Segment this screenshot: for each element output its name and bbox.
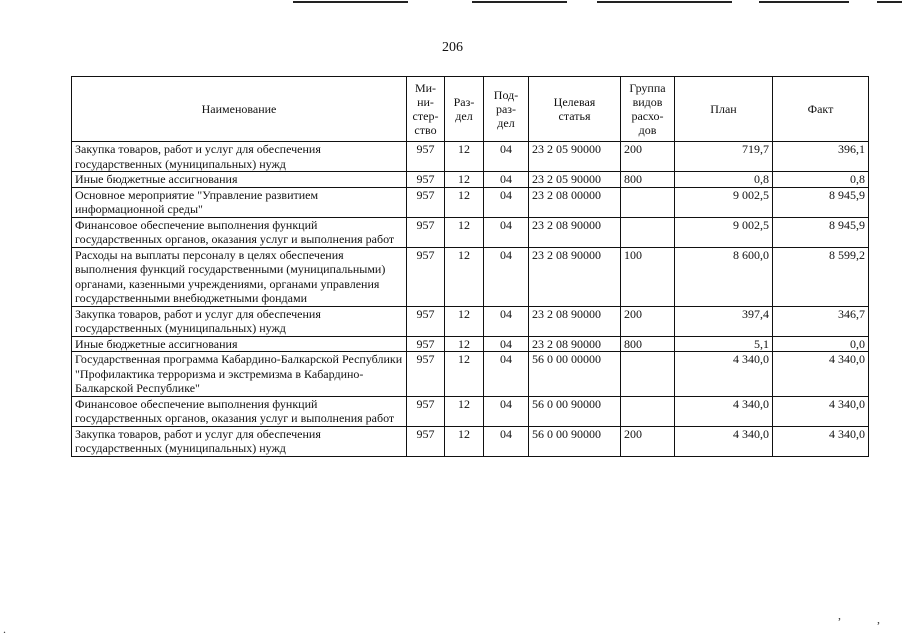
table-row — [72, 142, 869, 172]
cell-ministry: 957 — [407, 426, 445, 456]
cell-ministry: 957 — [407, 352, 445, 397]
cell-section: 12 — [445, 172, 484, 188]
cell-name: Иные бюджетные ассигнования — [72, 172, 407, 188]
cell-group: 800 — [621, 172, 675, 188]
cell-fact: 8 945,9 — [773, 187, 869, 217]
cell-ministry: 957 — [407, 142, 445, 172]
cell-plan: 397,4 — [675, 306, 773, 336]
cell-fact: 4 340,0 — [773, 426, 869, 456]
cell-ministry: 957 — [407, 217, 445, 247]
page-number: 206 — [442, 40, 463, 55]
cell-plan: 9 002,5 — [675, 217, 773, 247]
cell-name: Закупка товаров, работ и услуг для обеспечения государственных (муниципальных) нужд — [72, 306, 407, 336]
cell-target: 23 2 08 00000 — [529, 187, 621, 217]
header-subsection: Под- раз- дел — [484, 77, 529, 142]
table-body — [72, 142, 869, 457]
header-fact: Факт — [773, 77, 869, 142]
cell-group: 100 — [621, 247, 675, 306]
cell-section: 12 — [445, 352, 484, 397]
cell-target: 23 2 08 90000 — [529, 247, 621, 306]
table-row — [72, 172, 869, 188]
cell-subsection: 04 — [484, 142, 529, 172]
scan-edge-mark — [472, 1, 567, 3]
cell-fact: 8 945,9 — [773, 217, 869, 247]
cell-name: Основное мероприятие "Управление развитием информационной среды" — [72, 187, 407, 217]
header-name: Наименование — [72, 77, 407, 142]
cell-ministry: 957 — [407, 336, 445, 352]
cell-plan: 4 340,0 — [675, 352, 773, 397]
cell-subsection: 04 — [484, 306, 529, 336]
cell-subsection: 04 — [484, 172, 529, 188]
cell-name: Закупка товаров, работ и услуг для обеспечения государственных (муниципальных) нужд — [72, 426, 407, 456]
cell-plan: 5,1 — [675, 336, 773, 352]
cell-fact: 0,8 — [773, 172, 869, 188]
cell-target: 23 2 08 90000 — [529, 336, 621, 352]
cell-target: 56 0 00 00000 — [529, 352, 621, 397]
cell-section: 12 — [445, 142, 484, 172]
cell-target: 23 2 08 90000 — [529, 306, 621, 336]
scan-edge-mark — [293, 1, 408, 3]
budget-table — [71, 76, 869, 457]
cell-plan: 8 600,0 — [675, 247, 773, 306]
cell-group — [621, 396, 675, 426]
header-target: Целевая статья — [529, 77, 621, 142]
cell-section: 12 — [445, 247, 484, 306]
cell-plan: 9 002,5 — [675, 187, 773, 217]
cell-group: 200 — [621, 306, 675, 336]
cell-target: 56 0 00 90000 — [529, 396, 621, 426]
header-group: Группа видов расхо- дов — [621, 77, 675, 142]
scan-speck: . — [3, 622, 6, 636]
cell-section: 12 — [445, 426, 484, 456]
cell-target: 23 2 05 90000 — [529, 142, 621, 172]
cell-fact: 346,7 — [773, 306, 869, 336]
scan-edge-mark — [597, 1, 732, 3]
cell-name: Финансовое обеспечение выполнения функций государственных органов, оказания услуг и выполнения работ — [72, 396, 407, 426]
cell-plan: 4 340,0 — [675, 426, 773, 456]
table-row — [72, 247, 869, 306]
cell-target: 23 2 08 90000 — [529, 217, 621, 247]
cell-plan: 0,8 — [675, 172, 773, 188]
scan-edge-mark — [877, 1, 902, 3]
cell-section: 12 — [445, 306, 484, 336]
cell-subsection: 04 — [484, 247, 529, 306]
cell-fact: 8 599,2 — [773, 247, 869, 306]
cell-subsection: 04 — [484, 426, 529, 456]
header-plan: План — [675, 77, 773, 142]
cell-section: 12 — [445, 396, 484, 426]
table-row — [72, 306, 869, 336]
cell-fact: 396,1 — [773, 142, 869, 172]
cell-group: 200 — [621, 142, 675, 172]
cell-name: Иные бюджетные ассигнования — [72, 336, 407, 352]
cell-target: 56 0 00 90000 — [529, 426, 621, 456]
cell-group — [621, 217, 675, 247]
cell-subsection: 04 — [484, 217, 529, 247]
cell-ministry: 957 — [407, 247, 445, 306]
table-row — [72, 217, 869, 247]
cell-section: 12 — [445, 336, 484, 352]
cell-group: 800 — [621, 336, 675, 352]
cell-name: Государственная программа Кабардино-Балкарской Республики "Профилактика терроризма и экстремизма в Кабардино-Балкарской Республике" — [72, 352, 407, 397]
table-row — [72, 336, 869, 352]
cell-ministry: 957 — [407, 187, 445, 217]
table-row — [72, 187, 869, 217]
cell-name: Расходы на выплаты персоналу в целях обеспечения выполнения функций государственными (муниципальными) органами, казенными учреждениями, органами управления государственными внебюджетными фондами — [72, 247, 407, 306]
cell-fact: 0,0 — [773, 336, 869, 352]
cell-subsection: 04 — [484, 336, 529, 352]
cell-fact: 4 340,0 — [773, 352, 869, 397]
cell-ministry: 957 — [407, 396, 445, 426]
scan-speck: , — [877, 612, 880, 626]
cell-plan: 719,7 — [675, 142, 773, 172]
cell-fact: 4 340,0 — [773, 396, 869, 426]
table-row — [72, 396, 869, 426]
cell-subsection: 04 — [484, 396, 529, 426]
cell-name: Финансовое обеспечение выполнения функций государственных органов, оказания услуг и выполнения работ — [72, 217, 407, 247]
cell-plan: 4 340,0 — [675, 396, 773, 426]
cell-ministry: 957 — [407, 306, 445, 336]
cell-group — [621, 352, 675, 397]
cell-name: Закупка товаров, работ и услуг для обеспечения государственных (муниципальных) нужд — [72, 142, 407, 172]
cell-section: 12 — [445, 217, 484, 247]
header-ministry: Ми- ни- стер- ство — [407, 77, 445, 142]
table-row — [72, 352, 869, 397]
cell-subsection: 04 — [484, 187, 529, 217]
table-header-row — [72, 77, 869, 142]
scan-speck: , — [838, 608, 841, 622]
cell-ministry: 957 — [407, 172, 445, 188]
cell-group: 200 — [621, 426, 675, 456]
table-row — [72, 426, 869, 456]
cell-target: 23 2 05 90000 — [529, 172, 621, 188]
cell-group — [621, 187, 675, 217]
header-section: Раз- дел — [445, 77, 484, 142]
cell-subsection: 04 — [484, 352, 529, 397]
cell-section: 12 — [445, 187, 484, 217]
scan-edge-mark — [759, 1, 849, 3]
